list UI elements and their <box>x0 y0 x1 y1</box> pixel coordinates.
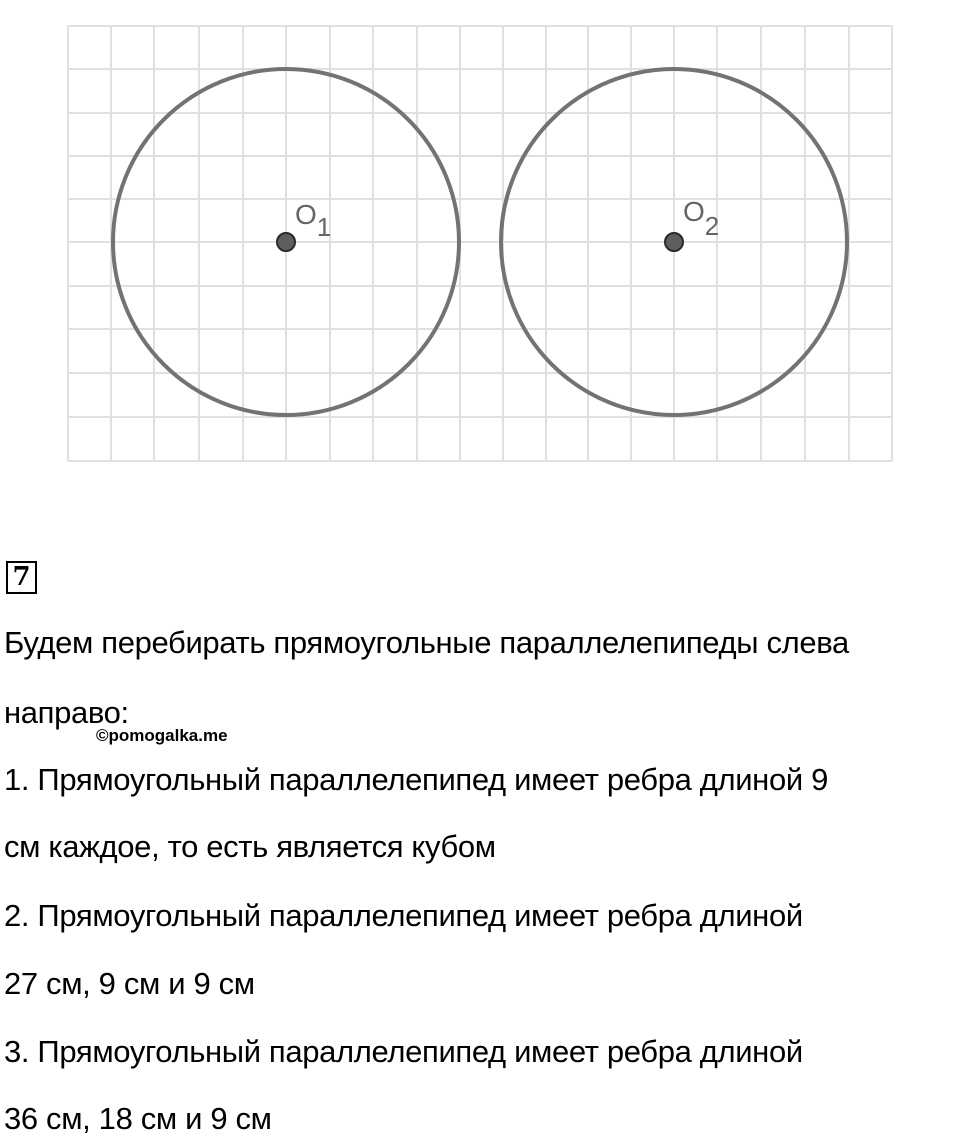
item-1-line-1: 1. Прямоугольный параллелепипед имеет ребра длиной 9 <box>4 762 828 797</box>
item-3-line-2: 36 см, 18 см и 9 см <box>4 1101 272 1136</box>
task-number: 7 <box>6 561 37 594</box>
item-1-line-2: см каждое, то есть является кубом <box>4 829 496 864</box>
center-label-o2: O2 <box>683 196 720 241</box>
intro-line-2: направо: <box>4 695 129 730</box>
center-point-o2 <box>665 233 683 251</box>
grid-paper <box>68 26 892 461</box>
geometry-figure <box>0 0 960 480</box>
center-label-o1: O1 <box>295 199 332 242</box>
item-3-line-1: 3. Прямоугольный параллелепипед имеет ребра длиной <box>4 1034 803 1069</box>
intro-line-1: Будем перебирать прямоугольные параллелепипеды слева <box>4 625 849 660</box>
watermark: ©pomogalka.me <box>96 726 228 745</box>
item-2-line-2: 27 см, 9 см и 9 см <box>4 966 255 1001</box>
item-2-line-1: 2. Прямоугольный параллелепипед имеет ребра длиной <box>4 898 803 933</box>
center-point-o1 <box>277 233 295 251</box>
